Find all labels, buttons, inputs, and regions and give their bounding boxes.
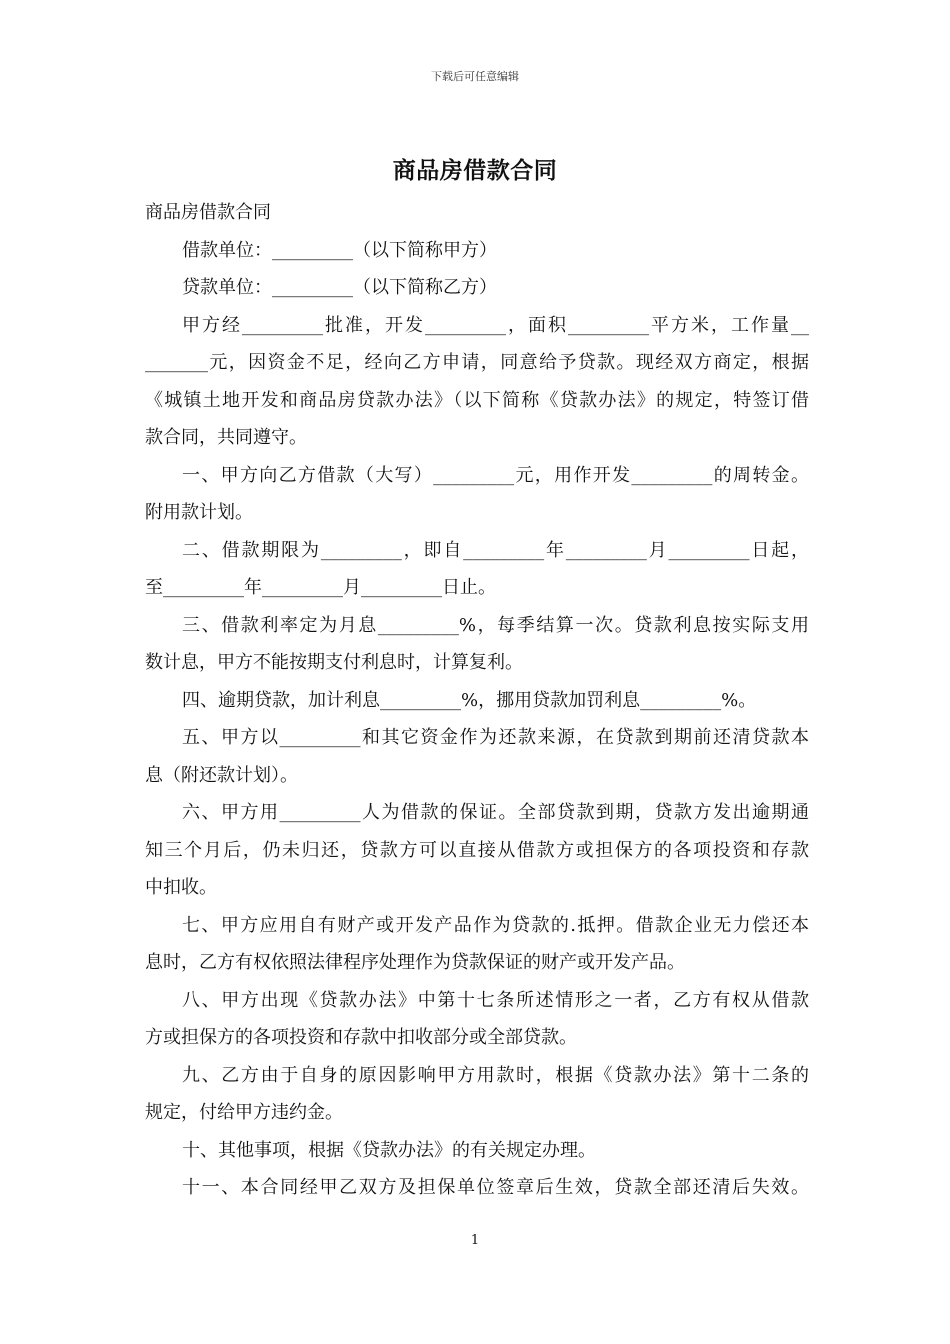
body-line: 方或担保方的各项投资和存款中扣收部分或全部贷款。 bbox=[145, 1027, 577, 1048]
body-line: 息时，乙方有权依照法律程序处理作为贷款保证的财产或开发产品。 bbox=[145, 952, 685, 973]
body-line: 三、借款利率定为月息_________%，每季结算一次。贷款利息按实际支用 bbox=[182, 614, 809, 636]
body-line: 数计息，甲方不能按期支付利息时，计算复利。 bbox=[145, 652, 523, 673]
body-line: 附用款计划。 bbox=[145, 502, 253, 523]
body-line: 十、其他事项，根据《贷款办法》的有关规定办理。 bbox=[182, 1139, 596, 1161]
body-line: 中扣收。 bbox=[145, 877, 217, 898]
body-line: 九、乙方由于自身的原因影响甲方用款时，根据《贷款办法》第十二条的 bbox=[182, 1064, 809, 1086]
body-line: 商品房借款合同 bbox=[145, 202, 271, 223]
body-line: 款合同，共同遵守。 bbox=[145, 427, 307, 448]
body-line: 六、甲方用_________人为借款的保证。全部贷款到期，贷款方发出逾期通 bbox=[182, 802, 809, 823]
body-line: 借款单位：_________（以下简称甲方） bbox=[182, 239, 497, 261]
body-line: 七、甲方应用自有财产或开发产品作为贷款的.抵押。借款企业无力偿还本 bbox=[182, 914, 809, 936]
document-body bbox=[145, 194, 809, 1207]
body-line: 贷款单位：_________（以下简称乙方） bbox=[182, 277, 497, 298]
body-line: _______元，因资金不足，经向乙方申请，同意给予贷款。现经双方商定，根据 bbox=[145, 352, 809, 373]
body-line: 息（附还款计划）。 bbox=[145, 764, 298, 786]
body-line: 二、借款期限为_________，即自_________年_________月_________日起， bbox=[182, 539, 809, 561]
body-line: 一、甲方向乙方借款（大写）_________元，用作开发_________的周转金。 bbox=[182, 464, 809, 486]
body-line: 十一、本合同经甲乙双方及担保单位签章后生效，贷款全部还清后失效。 bbox=[182, 1177, 809, 1198]
page-header-note: 下载后可任意编辑 bbox=[431, 70, 519, 83]
document-title: 商品房借款合同 bbox=[392, 157, 558, 184]
page-number: 1 bbox=[470, 1233, 480, 1248]
body-line: 四、逾期贷款，加计利息_________%，挪用贷款加罚利息_________%。 bbox=[182, 689, 757, 711]
body-line: 甲方经_________批准，开发_________，面积_________平方米，工作量__ bbox=[182, 314, 809, 336]
body-line: 五、甲方以_________和其它资金作为还款来源，在贷款到期前还清贷款本 bbox=[182, 727, 809, 748]
body-line: 八、甲方出现《贷款办法》中第十七条所述情形之一者，乙方有权从借款 bbox=[182, 989, 809, 1011]
body-line: 规定，付给甲方违约金。 bbox=[145, 1102, 343, 1123]
body-line: 知三个月后，仍未归还，贷款方可以直接从借款方或担保方的各项投资和存款 bbox=[145, 839, 809, 861]
body-line: 《城镇土地开发和商品房贷款办法》（以下简称《贷款办法》的规定，特签订借 bbox=[145, 389, 809, 411]
body-line: 至_________年_________月_________日止。 bbox=[145, 577, 496, 598]
